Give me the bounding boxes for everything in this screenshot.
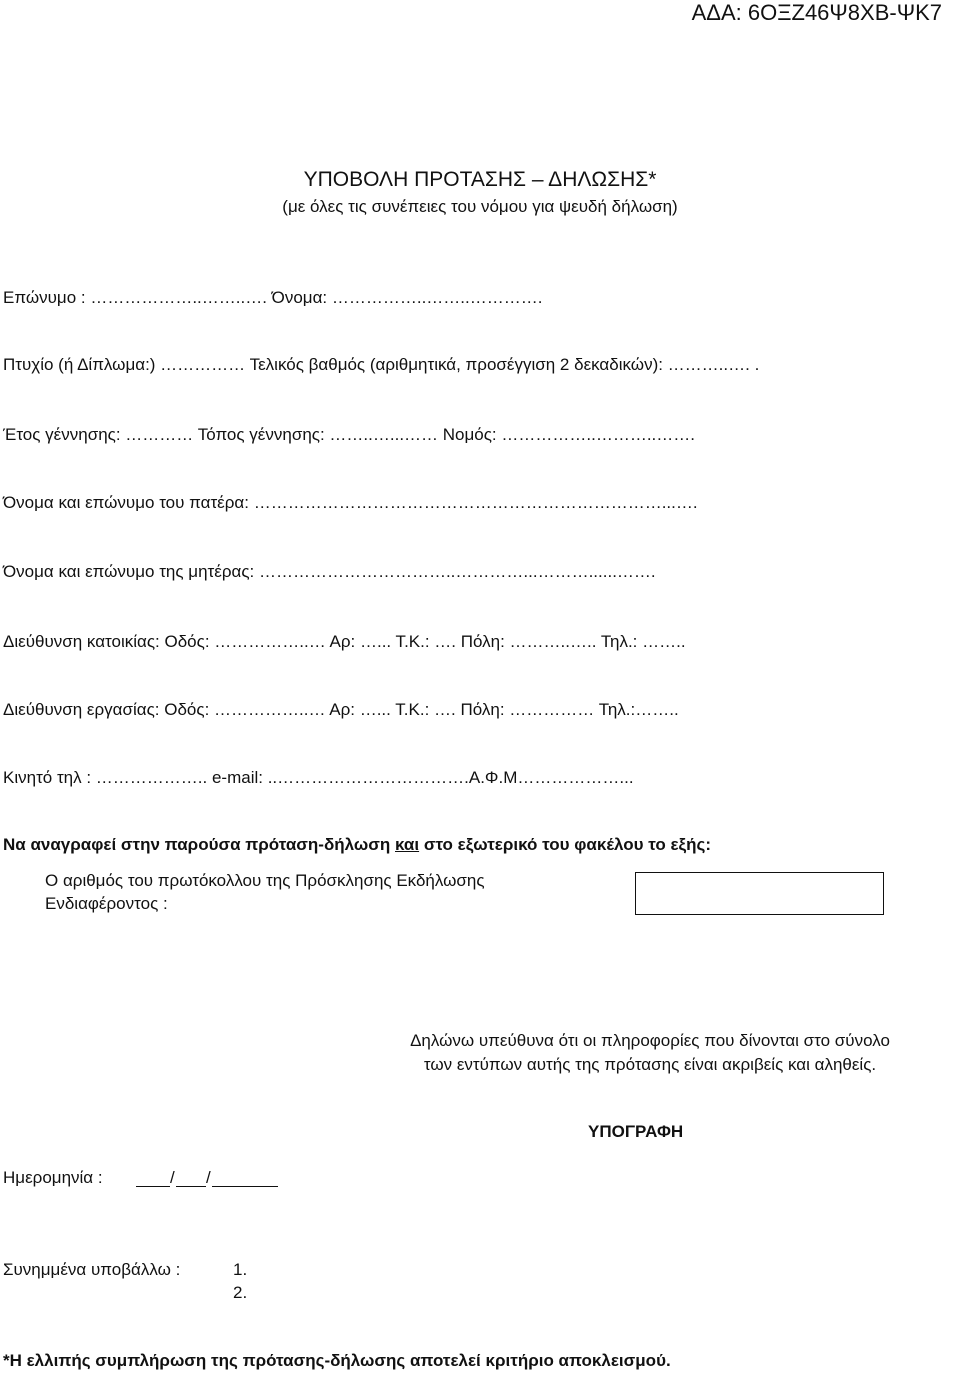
declaration-line2: των εντύπων αυτής της πρότασης είναι ακριβείς και αληθείς. (423, 1055, 877, 1074)
work-address-field: Διεύθυνση εργασίας: Οδός: ……………..… Αρ: …... Τ.Κ.: …. Πόλη: …………… Τηλ.:…….. (3, 700, 679, 719)
date-day-line[interactable] (136, 1186, 170, 1187)
date-separator-2: / (206, 1168, 211, 1187)
date-month-line[interactable] (176, 1186, 206, 1187)
attachments-label: Συνημμένα υποβάλλω : (3, 1260, 181, 1279)
surname-name-field: Επώνυμο : ………………..……..…. Όνομα: ……………..……..…………. (3, 288, 543, 307)
date-year-line[interactable] (212, 1186, 278, 1187)
mobile-email-field: Κινητό τηλ : ……………….. e-mail: ..…………………………….Α.Φ.Μ………………... (3, 768, 634, 787)
envelope-note-part2: στο εξωτερικό του φακέλου το εξής: (419, 835, 711, 854)
father-field: Όνομα και επώνυμο του πατέρα: ………………………………………………………………...…. (3, 493, 698, 512)
home-address-field: Διεύθυνση κατοικίας: Οδός: ……………..… Αρ: …... Τ.Κ.: …. Πόλη: ………..….. Τηλ.: …….. (3, 632, 686, 651)
envelope-note (3, 834, 711, 856)
form-subtitle: (με όλες τις συνέπειες του νόμου για ψευδή δήλωση) (282, 197, 678, 216)
protocol-label-line2: Ενδιαφέροντος : (45, 894, 168, 913)
attachment-item-1: 1. (233, 1260, 248, 1279)
declaration-text (350, 1029, 950, 1077)
form-title-text: ΥΠΟΒΟΛΗ ΠΡΟΤΑΣΗΣ – ΔΗΛΩΣΗΣ* (303, 168, 657, 191)
date-label: Ημερομηνία : (3, 1168, 103, 1187)
degree-field: Πτυχίο (ή Δίπλωμα:) …………… Τελικός βαθμός (αριθμητικά, προσέγγιση 2 δεκαδικών): ………..…. . (3, 355, 760, 374)
signature-label: ΥΠΟΓΡΑΦΗ (588, 1122, 684, 1141)
footnote: *Η ελλιπής συμπλήρωση της πρότασης-δήλωσης αποτελεί κριτήριο αποκλεισμού. (3, 1351, 671, 1370)
declaration-line1: Δηλώνω υπεύθυνα ότι οι πληροφορίες που δίνονται στο σύνολο (410, 1031, 890, 1050)
birth-field: Έτος γέννησης: ………… Τόπος γέννησης: ……..…...…… Νομός: ……………..………..……. (3, 425, 695, 444)
date-separator-1: / (170, 1168, 175, 1187)
ada-code: ΑΔΑ: 6ΟΞΖ46Ψ8ΧΒ-ΨΚ7 (691, 0, 942, 25)
mother-field: Όνομα και επώνυμο της μητέρας: ……………………………..…………...………......……. (3, 562, 656, 581)
attachment-item-2: 2. (233, 1283, 248, 1302)
envelope-note-underlined: και (395, 835, 420, 854)
envelope-note-part1: Να αναγραφεί στην παρούσα πρόταση-δήλωση (3, 835, 395, 854)
protocol-number-box[interactable] (635, 872, 884, 915)
protocol-label-line1: Ο αριθμός του πρωτόκολλου της Πρόσκλησης Εκδήλωσης (45, 871, 485, 890)
form-title (0, 166, 960, 194)
